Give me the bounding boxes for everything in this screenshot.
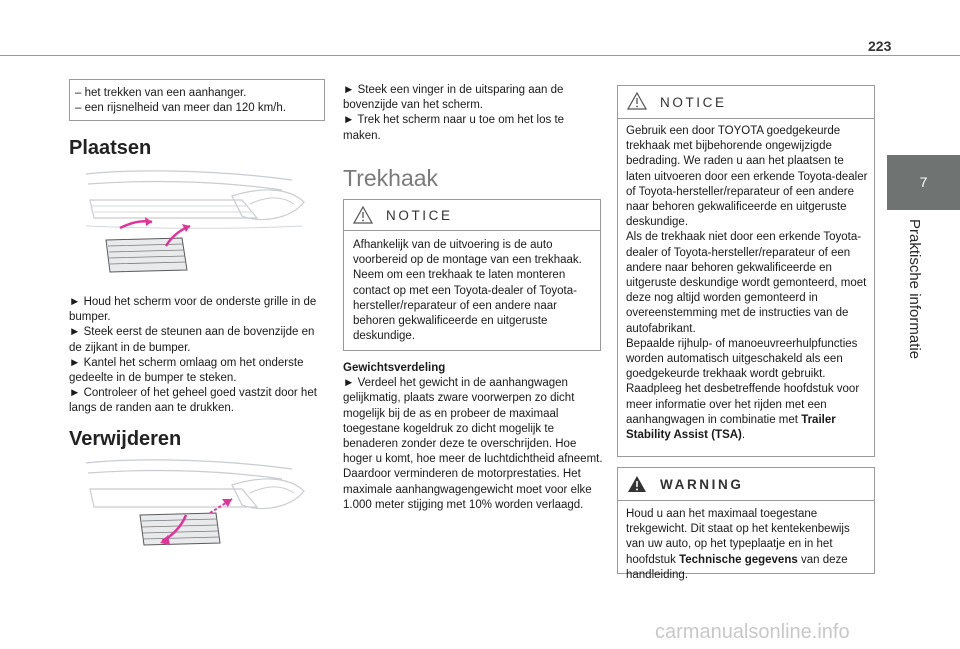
warning-divider	[618, 500, 874, 501]
gewichtsverdeling-text: ► Verdeel het gewicht in de aanhangwagen gelijkmatig, plaats zware voorwerpen zo dicht mogelijk bij de as en probeer de maximaal toegestane kogeldruk zo dicht mogelijk te benaderen zonder deze te overschrijden. Hoe hoger u komt, hoe meer de luchtdichtheid afneemt. Daardoor verminderen de motorprestaties. Het maximale aanhangwagengewicht moet voor elke 1.000 meter stijging met 10% worden verlaagd.	[343, 377, 603, 511]
step: ► Trek het scherm naar u toe om het los te maken.	[343, 114, 565, 142]
step: ► Houd het scherm voor de onderste grille in de bumper.	[69, 296, 317, 324]
warning-title: WARNING	[660, 477, 744, 492]
notice-paragraph: Als de trekhaak niet door een erkende Toyota-dealer of Toyota-hersteller/reparateur of een andere naar behoren gekwalificeerde en uitgeruste deskundige wordt gemonteerd, moet deze nog altijd worden gemonteerd in overeenstemming met de instructies van de autofabrikant.	[626, 231, 867, 335]
warning-text: Houd u aan het maximaal toegestane trekgewicht. Dit staat op het kentekenbewijs van uw auto, op het typeplaatje en in het hoofdstuk Technische gegevens van deze handleiding.	[626, 508, 850, 581]
heading-plaatsen: Plaatsen	[69, 137, 152, 159]
warning-triangle-icon	[353, 206, 373, 224]
watermark: carmanualsonline.info	[655, 621, 850, 643]
page-number: 223	[868, 38, 892, 54]
remove-steps	[343, 83, 601, 144]
heading-verwijderen: Verwijderen	[69, 428, 182, 450]
notice-divider	[618, 118, 874, 119]
condition-line: – het trekken van een aanhanger.	[75, 87, 247, 99]
notice-title: NOTICE	[660, 95, 727, 110]
notice-paragraph: Bepaalde rijhulp- of manoeuvreerhulpfuncties worden automatisch uitgeschakeld als een goedgekeurde trekhaak wordt gebruikt. Raadpleeg het desbetreffende hoofdstuk voor meer informatie over het rijden met een aanhangwagen in combinatie met Trailer Stability Assist (TSA).	[626, 337, 860, 442]
step: ► Steek eerst de steunen aan de bovenzijde en de zijkant in de bumper.	[69, 326, 315, 354]
heading-trekhaak: Trekhaak	[343, 165, 439, 191]
notice-divider	[344, 230, 600, 231]
notice-box-trekhaak	[343, 199, 601, 351]
gewichtsverdeling-title: Gewichtsverdeling	[343, 362, 446, 374]
header-divider	[0, 55, 960, 56]
notice-paragraph: Gebruik een door TOYOTA goedgekeurde trekhaak met bijbehorende ongewijzigde bedrading. We raden u aan het plaatsen te laten uitvoeren door een erkende Toyota-dealer of Toyota-hersteller/reparateur of een andere naar behoren gekwalificeerde en uitgeruste deskundige.	[626, 125, 868, 229]
chapter-title: Praktische informatie	[906, 219, 923, 360]
illustration-grille-install	[82, 166, 308, 284]
step: ► Steek een vinger in de uitsparing aan de bovenzijde van het scherm.	[343, 84, 564, 112]
chapter-tab: 7	[887, 155, 960, 210]
conditions-box	[69, 79, 325, 121]
step: ► Kantel het scherm omlaag om het onderste gedeelte in de bumper te steken.	[69, 356, 304, 385]
danger-triangle-icon	[627, 475, 647, 493]
notice-title: NOTICE	[386, 208, 453, 223]
condition-line: – een rijsnelheid van meer dan 120 km/h.	[75, 102, 286, 115]
illustration-grille-remove	[82, 455, 308, 573]
step: ► Controleer of het geheel goed vastzit door het langs de randen aan te drukken.	[69, 387, 317, 415]
notice-box-trekhaak-dealer	[617, 85, 875, 457]
notice-text: Afhankelijk van de uitvoering is de auto voorbereid op de montage van een trekhaak. Neem om een trekhaak te laten monteren contact op met een Toyota-dealer of Toyota-hersteller/reparateur of een andere naar behoren gekwalificeerde en uitgeruste deskundige.	[353, 239, 582, 343]
plaatsen-steps	[69, 295, 324, 417]
gewichtsverdeling-section	[343, 361, 603, 513]
warning-triangle-icon	[627, 92, 647, 110]
warning-box	[617, 467, 875, 581]
